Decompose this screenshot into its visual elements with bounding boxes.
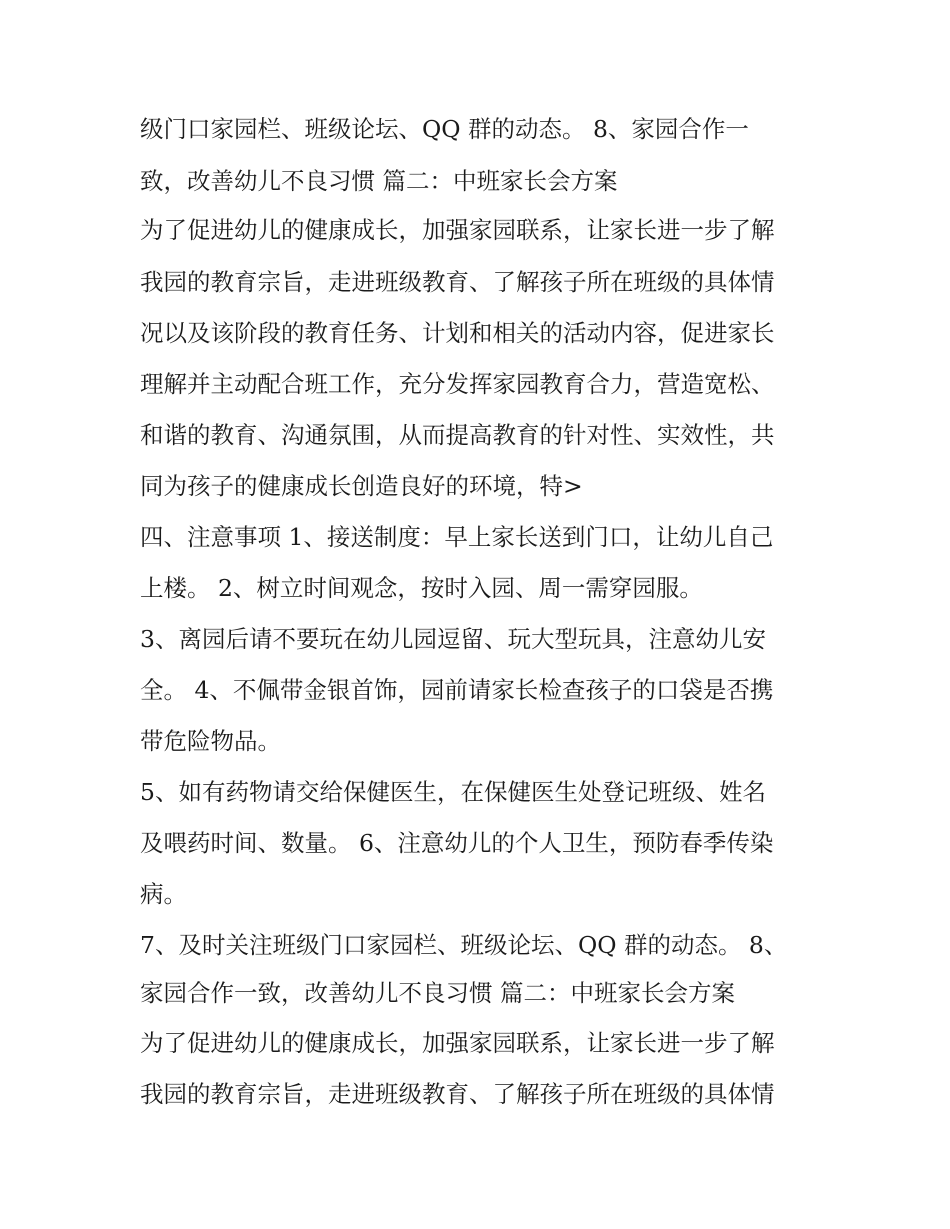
text-line: 及喂药时间、数量。 6、注意幼儿的个人卫生，预防春季传染 <box>140 829 774 857</box>
text-line: 况以及该阶段的教育任务、计划和相关的活动内容，促进家长 <box>140 319 775 347</box>
text-line: 我园的教育宗旨，走进班级教育、了解孩子所在班级的具体情 <box>140 1080 775 1108</box>
text-line: 带危险物品。 <box>140 727 281 755</box>
text-line: 病。 <box>140 880 187 908</box>
text-line: 理解并主动配合班工作，充分发挥家园教育合力，营造宽松、 <box>140 370 775 398</box>
text-line: 和谐的教育、沟通氛围，从而提高教育的针对性、实效性，共 <box>140 421 775 449</box>
text-line: 7、及时关注班级门口家园栏、班级论坛、QQ 群的动态。 8、 <box>140 931 788 959</box>
text-line: 致，改善幼儿不良习惯 篇二：中班家长会方案 <box>140 167 618 195</box>
text-line: 5、如有药物请交给保健医生，在保健医生处登记班级、姓名 <box>140 778 766 806</box>
text-line: 全。 4、不佩带金银首饰，园前请家长检查孩子的口袋是否携 <box>140 676 774 704</box>
text-line: 家园合作一致，改善幼儿不良习惯 篇二：中班家长会方案 <box>140 979 735 1007</box>
text-line: 上楼。 2、树立时间观念，按时入园、周一需穿园服。 <box>140 574 703 602</box>
text-line: 四、注意事项 1、接送制度：早上家长送到门口，让幼儿自己 <box>140 523 774 551</box>
text-line: 3、离园后请不要玩在幼儿园逗留、玩大型玩具，注意幼儿安 <box>140 625 766 653</box>
text-line: 级门口家园栏、班级论坛、QQ 群的动态。 8、家园合作一 <box>140 115 749 143</box>
text-line: 同为孩子的健康成长创造良好的环境，特> <box>140 472 583 500</box>
text-line: 我园的教育宗旨，走进班级教育、了解孩子所在班级的具体情 <box>140 268 775 296</box>
text-line: 为了促进幼儿的健康成长，加强家园联系，让家长进一步了解 <box>140 216 775 244</box>
text-line: 为了促进幼儿的健康成长，加强家园联系，让家长进一步了解 <box>140 1029 775 1057</box>
